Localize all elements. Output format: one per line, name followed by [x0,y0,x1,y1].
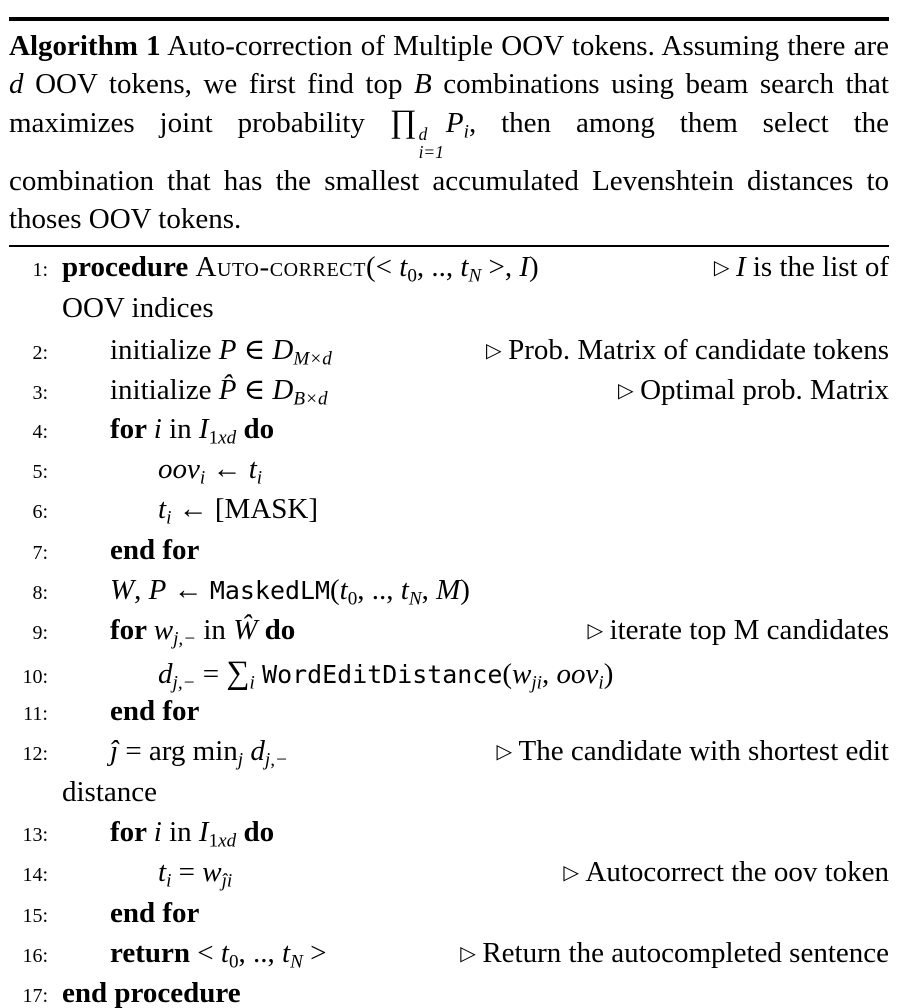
text-segment: end for [110,695,200,727]
text-segment: initialize [110,333,219,366]
text-segment: ) [460,573,470,606]
text-segment: t [220,937,229,970]
text-segment: = [195,657,227,690]
line-number: 4: [32,420,48,443]
text-segment: do [236,412,275,445]
text-segment: i [199,467,206,489]
text-segment: 0 [228,951,239,973]
text-segment: Auto-correct [195,251,366,284]
text-segment: for [110,412,154,445]
text-segment: B [414,67,432,100]
text-segment: ĵ [110,735,119,768]
text-segment: MaskedLM [209,575,330,605]
text-segment: i [153,412,162,445]
text-segment: N [408,588,422,610]
text-segment: ) [603,657,614,690]
text-segment: t [339,573,348,606]
text-segment: P [148,573,167,606]
algorithm-line-12 [9,735,889,775]
text-segment: t [460,251,469,284]
algorithm-body [9,251,889,1008]
text-segment: , [541,657,557,690]
text-segment: Optimal prob. Matrix [640,374,889,407]
text-segment: d i=1 [418,124,444,163]
text-segment: i [463,120,469,142]
text-segment: in [161,412,199,445]
comment-marker-icon: ▷ [496,741,513,764]
line-number: 12: [22,743,48,766]
algorithm-line-14 [9,856,889,896]
line-comment [553,856,889,889]
line-number: 2: [32,341,48,364]
line-number: 11: [23,703,48,725]
line-number: 6: [32,501,48,524]
comment-marker-icon: ▷ [587,620,604,643]
line-comment [476,334,889,367]
text-segment: ∑ [226,654,250,691]
text-segment: I [198,412,209,445]
line-statement [48,655,613,694]
algorithm-line-15 [9,897,889,937]
text-segment: I [519,251,529,284]
line-statement [48,614,295,650]
text-segment: B×d [293,388,328,410]
text-segment: t [399,251,408,284]
text-segment: OOV tokens, we first find top [23,67,415,100]
algorithm-caption [9,27,889,238]
line-comment [704,251,889,284]
algorithm-line-8 [9,574,889,614]
text-segment: combinations using beam search that maximizes joint probability [9,67,889,139]
line-statement [48,816,274,852]
line-number: 16: [22,945,48,968]
text-segment: D [272,333,294,366]
text-segment: i [153,816,162,849]
line-comment [486,735,889,768]
text-segment: ∈ [236,333,273,366]
text-segment: ji [531,672,542,693]
algorithm-line-3 [9,372,889,412]
text-segment: P [445,106,464,139]
line-number: 10: [22,665,48,688]
text-segment: xd [218,426,237,448]
text-segment: for [110,816,154,849]
line-statement [48,977,241,1008]
text-segment: N [290,951,303,973]
comment-marker-icon: ▷ [460,943,476,966]
text-segment: , .., [416,251,461,284]
text-segment: i [249,672,255,693]
text-segment: D [272,374,294,407]
text-segment: t [248,452,257,485]
text-segment: d [250,735,265,768]
text-segment: w [153,614,174,647]
caption-rule [9,245,889,248]
algorithm-line-10 [9,655,889,695]
text-segment: ← [MASK] [171,493,319,526]
line-statement [48,453,262,489]
algorithm-line-4 [9,413,889,453]
text-segment: end for [110,533,200,566]
line-statement [48,695,199,728]
line-statement [48,292,214,325]
algorithm-line-5 [9,453,889,493]
line-statement [48,413,274,449]
text-segment: d [158,657,173,690]
line-number: 17: [22,985,48,1008]
line-statement [48,897,199,930]
text-segment: , .., [357,573,401,606]
text-segment: t [400,573,409,606]
text-segment: w [202,856,222,889]
text-segment: Algorithm 1 [9,29,161,62]
text-segment: Auto-correction of Multiple OOV tokens. Assuming there are [160,29,889,62]
text-segment: j,− [264,749,288,771]
text-segment: i [256,467,263,489]
text-segment: W [110,573,135,606]
comment-marker-icon: ▷ [618,380,634,403]
text-segment: M×d [293,348,332,370]
text-segment: > [302,937,327,970]
algorithm-line-13 [9,816,889,856]
comment-marker-icon: ▷ [713,257,730,280]
line-statement [48,534,199,567]
text-segment: ĵi [221,870,233,892]
algorithm-line-2 [9,332,889,372]
line-comment [450,937,889,970]
text-segment: in [161,816,199,849]
text-segment: 0 [407,265,417,287]
text-segment: Return the autocompleted sentence [482,937,889,970]
text-segment: in [196,614,234,647]
text-segment: P [218,333,237,366]
comment-marker-icon: ▷ [563,862,579,885]
text-segment: N [468,265,482,287]
line-number: 5: [32,460,48,483]
text-segment: P̂ [218,374,237,407]
text-segment: ∈ [236,374,273,407]
text-segment: j,− [172,672,196,693]
algorithm-line-wrap [9,292,889,332]
line-statement [48,856,232,892]
text-segment: i [166,870,172,892]
line-statement [48,937,326,973]
line-statement [48,372,328,410]
text-segment: = [171,856,203,889]
line-statement [48,735,288,771]
line-statement [48,251,539,287]
line-statement [48,332,332,370]
text-segment: do [236,816,275,849]
algorithm-line-6 [9,493,889,533]
text-segment: < [190,937,221,970]
line-number: 3: [32,382,48,405]
line-number: 14: [22,864,48,887]
text-segment: ) [529,251,539,284]
text-segment: for [110,614,154,647]
text-segment: do [257,614,296,647]
text-segment: , then among them select the combination that has the smallest accumulated Levenshtein distances to thoses OOV tokens. [9,106,889,235]
text-segment: initialize [110,374,219,407]
text-segment: ← [166,573,210,606]
line-comment [577,614,889,647]
line-number: 15: [22,904,48,927]
text-segment: Prob. Matrix of candidate tokens [508,333,889,366]
text-segment: j,− [173,628,197,650]
text-segment: >, [481,251,520,284]
text-segment: t [282,937,291,970]
text-segment: The candidate with shortest edit [518,735,889,768]
text-segment: end for [110,896,200,929]
algorithm-line-16 [9,937,889,977]
text-segment: oov [556,657,599,690]
text-segment: iterate top M candidates [609,614,889,647]
comment-marker-icon: ▷ [485,339,502,362]
text-segment: 0 [347,588,358,610]
text-segment: is the list of [745,251,889,284]
text-segment: ( [330,573,340,606]
text-segment: M [436,573,461,606]
line-statement [48,493,318,529]
line-number: 13: [22,824,48,847]
text-segment: i [598,672,604,693]
text-segment: procedure [62,251,196,284]
text-segment: d [9,67,24,100]
text-segment: I [735,251,746,284]
text-segment: ∏ [389,103,417,140]
text-segment: return [110,937,191,970]
algorithm-line-11 [9,695,889,735]
text-segment: WordEditDistance [262,659,503,689]
text-segment: xd [218,830,237,852]
text-segment: w [512,657,532,690]
text-segment: t [158,493,167,526]
text-segment: 1 [208,830,219,852]
text-segment: Autocorrect the oov token [585,856,889,889]
text-segment: ← [205,452,249,485]
line-comment [608,374,889,407]
algorithm-line-17 [9,977,889,1008]
algorithm-line-wrap [9,776,889,816]
line-number: 9: [32,622,48,645]
line-statement [48,776,157,809]
text-segment: (< [366,251,400,284]
text-segment: Ŵ [233,614,258,647]
algorithm-line-9 [9,614,889,654]
text-segment: OOV indices [62,291,214,324]
text-segment: i [166,507,172,529]
text-segment: 1 [208,426,219,448]
text-segment: , [134,573,149,606]
text-segment: I [198,816,209,849]
text-segment: distance [62,775,158,808]
line-number: 7: [32,541,48,564]
text-segment: , [421,573,437,606]
top-rule [9,17,889,21]
algorithm-line-1 [9,251,889,291]
line-statement [48,574,470,610]
text-segment: t [158,856,167,889]
line-number: 8: [32,581,48,604]
line-number: 1: [32,259,48,282]
text-segment: ( [502,657,512,690]
text-segment: , .., [238,937,282,970]
text-segment: oov [158,452,200,485]
text-segment: end procedure [62,977,241,1008]
algorithm-line-7 [9,534,889,574]
text-segment: = arg min [118,735,238,768]
text-segment: j [237,749,244,771]
